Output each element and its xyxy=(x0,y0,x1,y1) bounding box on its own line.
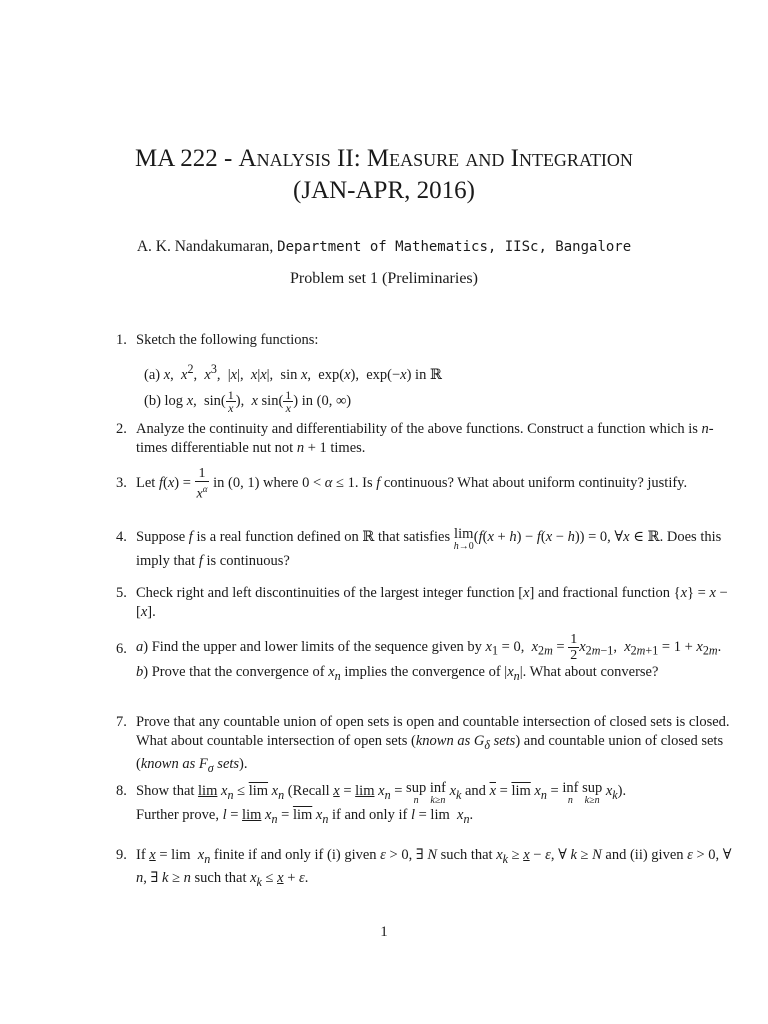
author-affiliation: Department of Mathematics, IISc, Bangalore xyxy=(277,239,632,255)
problem-9 xyxy=(116,846,736,892)
problem-6 xyxy=(116,632,736,686)
problem-4 xyxy=(116,528,736,571)
problem-number: 1. xyxy=(116,332,127,348)
page-number: 1 xyxy=(380,924,388,940)
problem-text: Suppose f is a real function defined on ℝ that satisfies lim h→0 (f(x + h) − f(x − h)) = 0, ∀x ∈ ℝ. Does this imply that f is continuous? xyxy=(136,526,722,569)
problem-text: Analyze the continuity and differentiability of the above functions. Construct a function which is n-times differentiable nut not n + 1 times. xyxy=(136,421,714,456)
problem-number: 6. xyxy=(116,641,127,657)
problem-5 xyxy=(116,584,736,622)
title-line-1: MA 222 - Analysis II: Measure and Integration xyxy=(135,145,633,172)
problem-number: 7. xyxy=(116,714,127,730)
problem-part-b: (b) log x, sin( $\frac{1}{x}$ ), x sin( $\frac{1}{x}$ ) in (0, ∞) xyxy=(144,387,352,415)
problem-7 xyxy=(116,713,736,778)
problem-part-a: a) Find the upper and lower limits of the sequence given by $x_1 = 0$, $x_{2m}$ = $\frac{1}{2}$ $x_{2m-1}$, $x_{2m+1} = 1 + x_{2m}$. xyxy=(136,632,722,663)
problem-text: If $x = \lim x_n$ finite if and only if (i) given ε > 0, ∃ N such that $x_k \ge x - \varepsilon$, ∀ k ≥ N and (ii) given ε > 0, ∀ n, ∃ k ≥ n such that $x_k \le x + \varepsilon$. xyxy=(136,847,732,889)
problem-number: 3. xyxy=(116,475,127,491)
document-title xyxy=(0,143,768,207)
problem-number: 9. xyxy=(116,847,127,863)
problem-number: 5. xyxy=(116,585,127,601)
problem-set-heading: Problem set 1 (Preliminaries) xyxy=(290,270,478,287)
problem-text xyxy=(136,632,736,686)
author-line xyxy=(0,238,768,256)
problem-number: 4. xyxy=(116,529,127,545)
problem-part-a: (a) x, $x^2$, $x^3$, |x|, x|x|, sin x, exp(x), exp(−x) in ℝ xyxy=(144,362,443,383)
problem-text: Let f(x) = $\frac{1}{x^\alpha}$ in (0, 1) where 0 < α ≤ 1. Is f continuous? What about uniform continuity? justify. xyxy=(136,466,688,502)
problem-2 xyxy=(116,420,736,458)
problem-8 xyxy=(116,782,736,829)
title-line-2: (JAN-APR, 2016) xyxy=(293,177,475,204)
problem-number: 8. xyxy=(116,783,127,799)
problem-number: 2. xyxy=(116,421,127,437)
problem-text: Check right and left discontinuities of the largest integer function [x] and fractional function {x} = x − [x]. xyxy=(136,585,728,620)
problem-text: Sketch the following functions: xyxy=(136,332,319,348)
problem-text: Show that $\lim x_n \le \overline{lim}$ $x_n$ (Recall $x = \lim x_n$ = sup n inf k≥n $x_k$ and $\overline{x} = \overline{lim}$ $x_n$ = inf n sup k≥n $x_k$). Further prove, $l = \lim x_n = \overline{lim}$ $x_n$ if and only if $l = \lim x_n$. xyxy=(136,780,627,826)
problem-part-b: b) Prove that the convergence of $x_n$ implies the convergence of $|x_n|$. What about converse? xyxy=(136,664,659,683)
problem-1 xyxy=(116,331,736,418)
problem-text: Prove that any countable union of open sets is open and countable intersection of closed sets is closed. What about countable intersection of open sets (known as $G_\delta$ sets) and countable union of closed sets (known as $F_\sigma$ sets). xyxy=(136,714,730,775)
author-name: A. K. Nandakumaran, xyxy=(136,238,274,255)
problem-3 xyxy=(116,466,736,502)
